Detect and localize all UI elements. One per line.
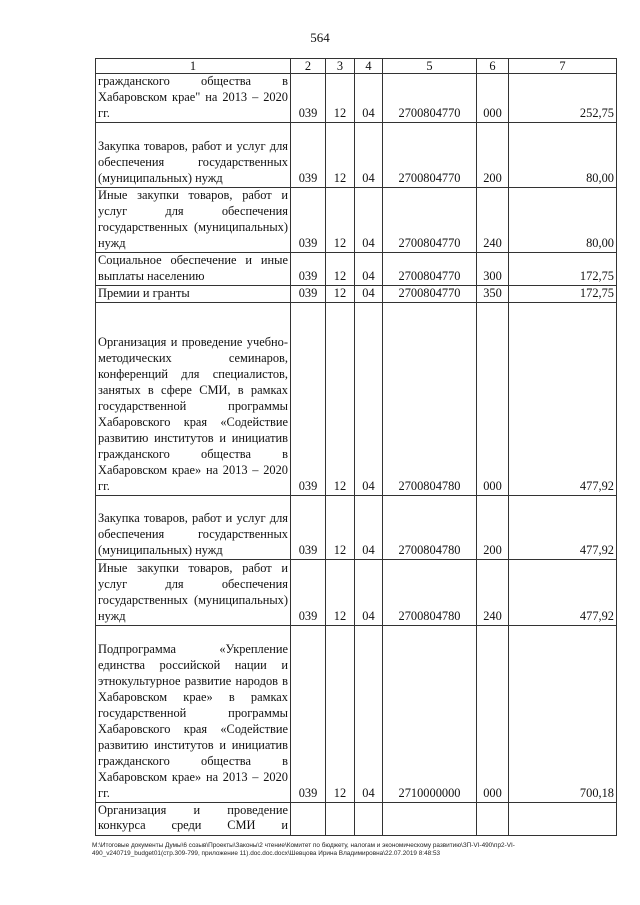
row-sum <box>509 802 617 835</box>
header-col-4: 4 <box>355 59 383 74</box>
header-col-3: 3 <box>326 59 355 74</box>
footer-line-2: 490_v240719_budget01(стр.309-799, приложение 11).doc.doc.docx\Шевцова Ирина Владимировна\22.07.2019 8:48:53 <box>92 850 441 857</box>
row-pr: 04 <box>355 123 383 188</box>
row-vr: 240 <box>477 559 509 625</box>
row-vr <box>477 802 509 835</box>
row-rz: 12 <box>326 285 355 302</box>
row-vr: 200 <box>477 495 509 559</box>
row-pr: 04 <box>355 559 383 625</box>
row-gr: 039 <box>291 495 326 559</box>
row-rz: 12 <box>326 123 355 188</box>
row-sum: 252,75 <box>509 74 617 123</box>
row-description: Организация и проведение конкурса среди СМИ и <box>96 802 291 835</box>
row-description: Премии и гранты <box>96 285 291 302</box>
row-pr: 04 <box>355 285 383 302</box>
table-row <box>96 302 617 495</box>
budget-table <box>95 58 617 836</box>
row-rz: 12 <box>326 625 355 802</box>
row-csr: 2700804770 <box>383 188 477 253</box>
row-vr: 300 <box>477 252 509 285</box>
row-sum: 172,75 <box>509 252 617 285</box>
row-sum: 80,00 <box>509 188 617 253</box>
row-vr: 000 <box>477 625 509 802</box>
row-rz: 12 <box>326 559 355 625</box>
row-gr: 039 <box>291 188 326 253</box>
row-csr: 2700804780 <box>383 302 477 495</box>
row-csr: 2700804770 <box>383 74 477 123</box>
table-row <box>96 285 617 302</box>
row-rz: 12 <box>326 188 355 253</box>
top-scan-artifact <box>220 0 520 4</box>
header-col-5: 5 <box>383 59 477 74</box>
row-rz: 12 <box>326 74 355 123</box>
row-vr: 200 <box>477 123 509 188</box>
row-csr: 2700804770 <box>383 123 477 188</box>
row-sum: 477,92 <box>509 559 617 625</box>
row-vr: 350 <box>477 285 509 302</box>
row-description: Организация и проведение учебно-методических семинаров, конференций для специалистов, занятых в сфере СМИ, в рамках государственной программы Хабаровского края «Содействие развитию институтов и инициатив гражданского общества в Хабаровском крае» на 2013 – 2020 гг. <box>96 302 291 495</box>
row-pr: 04 <box>355 302 383 495</box>
header-col-2: 2 <box>291 59 326 74</box>
row-vr: 240 <box>477 188 509 253</box>
row-pr: 04 <box>355 495 383 559</box>
header-col-6: 6 <box>477 59 509 74</box>
row-description: Социальное обеспечение и иные выплаты населению <box>96 252 291 285</box>
footer-line-1: M:\Итоговые документы Думы\6 созыв\Проекты\Законы\2 чтение\Комитет по бюджету, налогам и экономическому развитию\ЗП-VI-490\пр2-VI- <box>92 842 515 849</box>
row-pr: 04 <box>355 625 383 802</box>
row-gr <box>291 802 326 835</box>
table-row <box>96 625 617 802</box>
row-rz <box>326 802 355 835</box>
row-gr: 039 <box>291 302 326 495</box>
row-pr: 04 <box>355 188 383 253</box>
row-csr: 2700804770 <box>383 252 477 285</box>
row-description: Закупка товаров, работ и услуг для обеспечения государственных (муниципальных) нужд <box>96 123 291 188</box>
row-rz: 12 <box>326 302 355 495</box>
row-gr: 039 <box>291 123 326 188</box>
row-vr: 000 <box>477 74 509 123</box>
row-gr: 039 <box>291 252 326 285</box>
row-sum: 477,92 <box>509 495 617 559</box>
row-gr: 039 <box>291 559 326 625</box>
row-gr: 039 <box>291 285 326 302</box>
row-rz: 12 <box>326 252 355 285</box>
row-description: Подпрограмма «Укрепление единства российской нации и этнокультурное развитие народов в Хабаровском крае» в рамках государственной программы Хабаровского края «Содействие развитию институтов и инициатив гражданского общества в Хабаровском крае» на 2013 – 2020 гг. <box>96 625 291 802</box>
row-sum: 700,18 <box>509 625 617 802</box>
header-col-7: 7 <box>509 59 617 74</box>
row-pr: 04 <box>355 252 383 285</box>
file-path-footer <box>92 842 622 858</box>
row-sum: 477,92 <box>509 302 617 495</box>
row-rz: 12 <box>326 495 355 559</box>
table-row <box>96 495 617 559</box>
table-row <box>96 188 617 253</box>
row-gr: 039 <box>291 625 326 802</box>
row-description: Иные закупки товаров, работ и услуг для обеспечения государственных (муниципальных) нужд <box>96 188 291 253</box>
row-pr: 04 <box>355 74 383 123</box>
row-csr: 2710000000 <box>383 625 477 802</box>
table-row <box>96 252 617 285</box>
row-sum: 80,00 <box>509 123 617 188</box>
row-gr: 039 <box>291 74 326 123</box>
row-sum: 172,75 <box>509 285 617 302</box>
row-csr: 2700804780 <box>383 495 477 559</box>
row-csr: 2700804770 <box>383 285 477 302</box>
row-csr <box>383 802 477 835</box>
row-csr: 2700804780 <box>383 559 477 625</box>
table-header-row <box>96 59 617 74</box>
table-row <box>96 559 617 625</box>
table-row <box>96 802 617 835</box>
page-number: 564 <box>310 30 330 45</box>
header-col-1: 1 <box>96 59 291 74</box>
row-description: гражданского общества в Хабаровском крае" на 2013 – 2020 гг. <box>96 74 291 123</box>
row-description: Закупка товаров, работ и услуг для обеспечения государственных (муниципальных) нужд <box>96 495 291 559</box>
table-row <box>96 123 617 188</box>
row-vr: 000 <box>477 302 509 495</box>
table-row <box>96 74 617 123</box>
row-pr <box>355 802 383 835</box>
row-description: Иные закупки товаров, работ и услуг для обеспечения государственных (муниципальных) нужд <box>96 559 291 625</box>
